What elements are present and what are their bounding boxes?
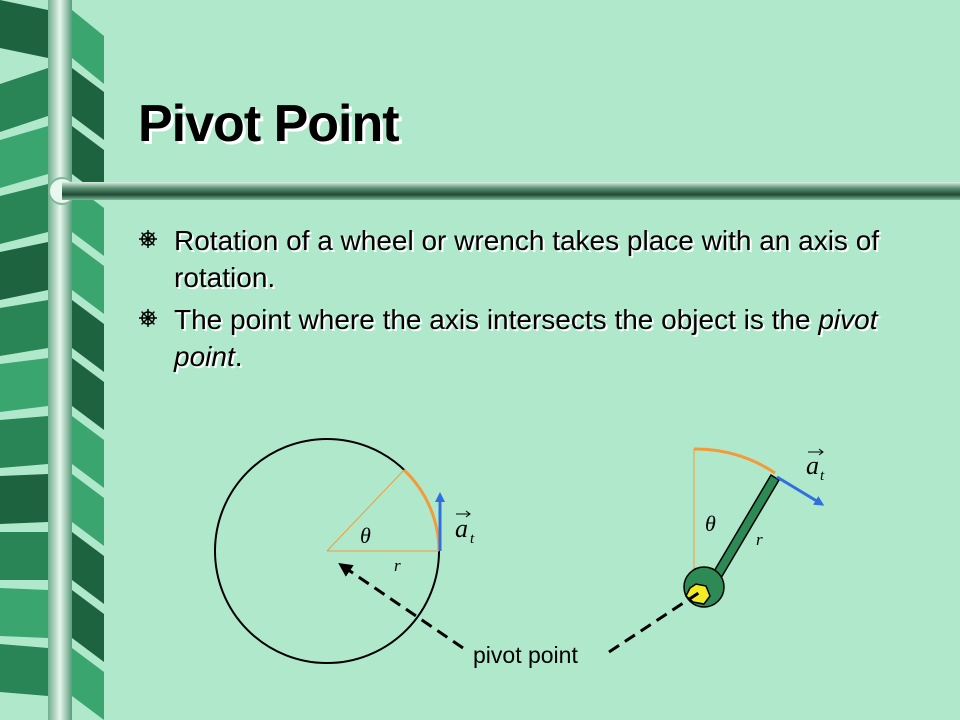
wheel-figure [215, 439, 475, 663]
pivot-point-term: pivot point [174, 304, 878, 372]
wrench-handle [713, 475, 779, 578]
wheel-at-symbol: a [455, 514, 468, 543]
wrench-theta-label: θ [705, 511, 716, 536]
wheel-at-subscript: t [470, 531, 475, 547]
wrench-r-label: r [756, 530, 763, 549]
slide-title: Pivot Point [138, 95, 399, 153]
pivot-pointer-wrench-line [609, 592, 700, 652]
wrench-arc [694, 449, 775, 473]
wrench-at-symbol: a [806, 451, 819, 480]
wrench-figure [684, 449, 825, 607]
wrench-tangential-vector-arrow [777, 477, 820, 503]
wheel-arc [404, 470, 439, 551]
pivot-pointer-wheel-arrow [344, 567, 463, 648]
wrench-at-subscript: t [820, 468, 825, 484]
wrench-at-label [806, 449, 825, 484]
wheel-r-label: r [394, 556, 401, 575]
wheel-at-label [455, 511, 475, 547]
bullet-text: Rotation of a wheel or wrench takes place with an axis of rotation. [174, 225, 880, 293]
pivot-point-label: pivot point [473, 642, 578, 668]
wheel-theta-label: θ [360, 523, 371, 548]
bullet-text: The point where the axis intersects the object is the pivot point. [174, 304, 878, 372]
